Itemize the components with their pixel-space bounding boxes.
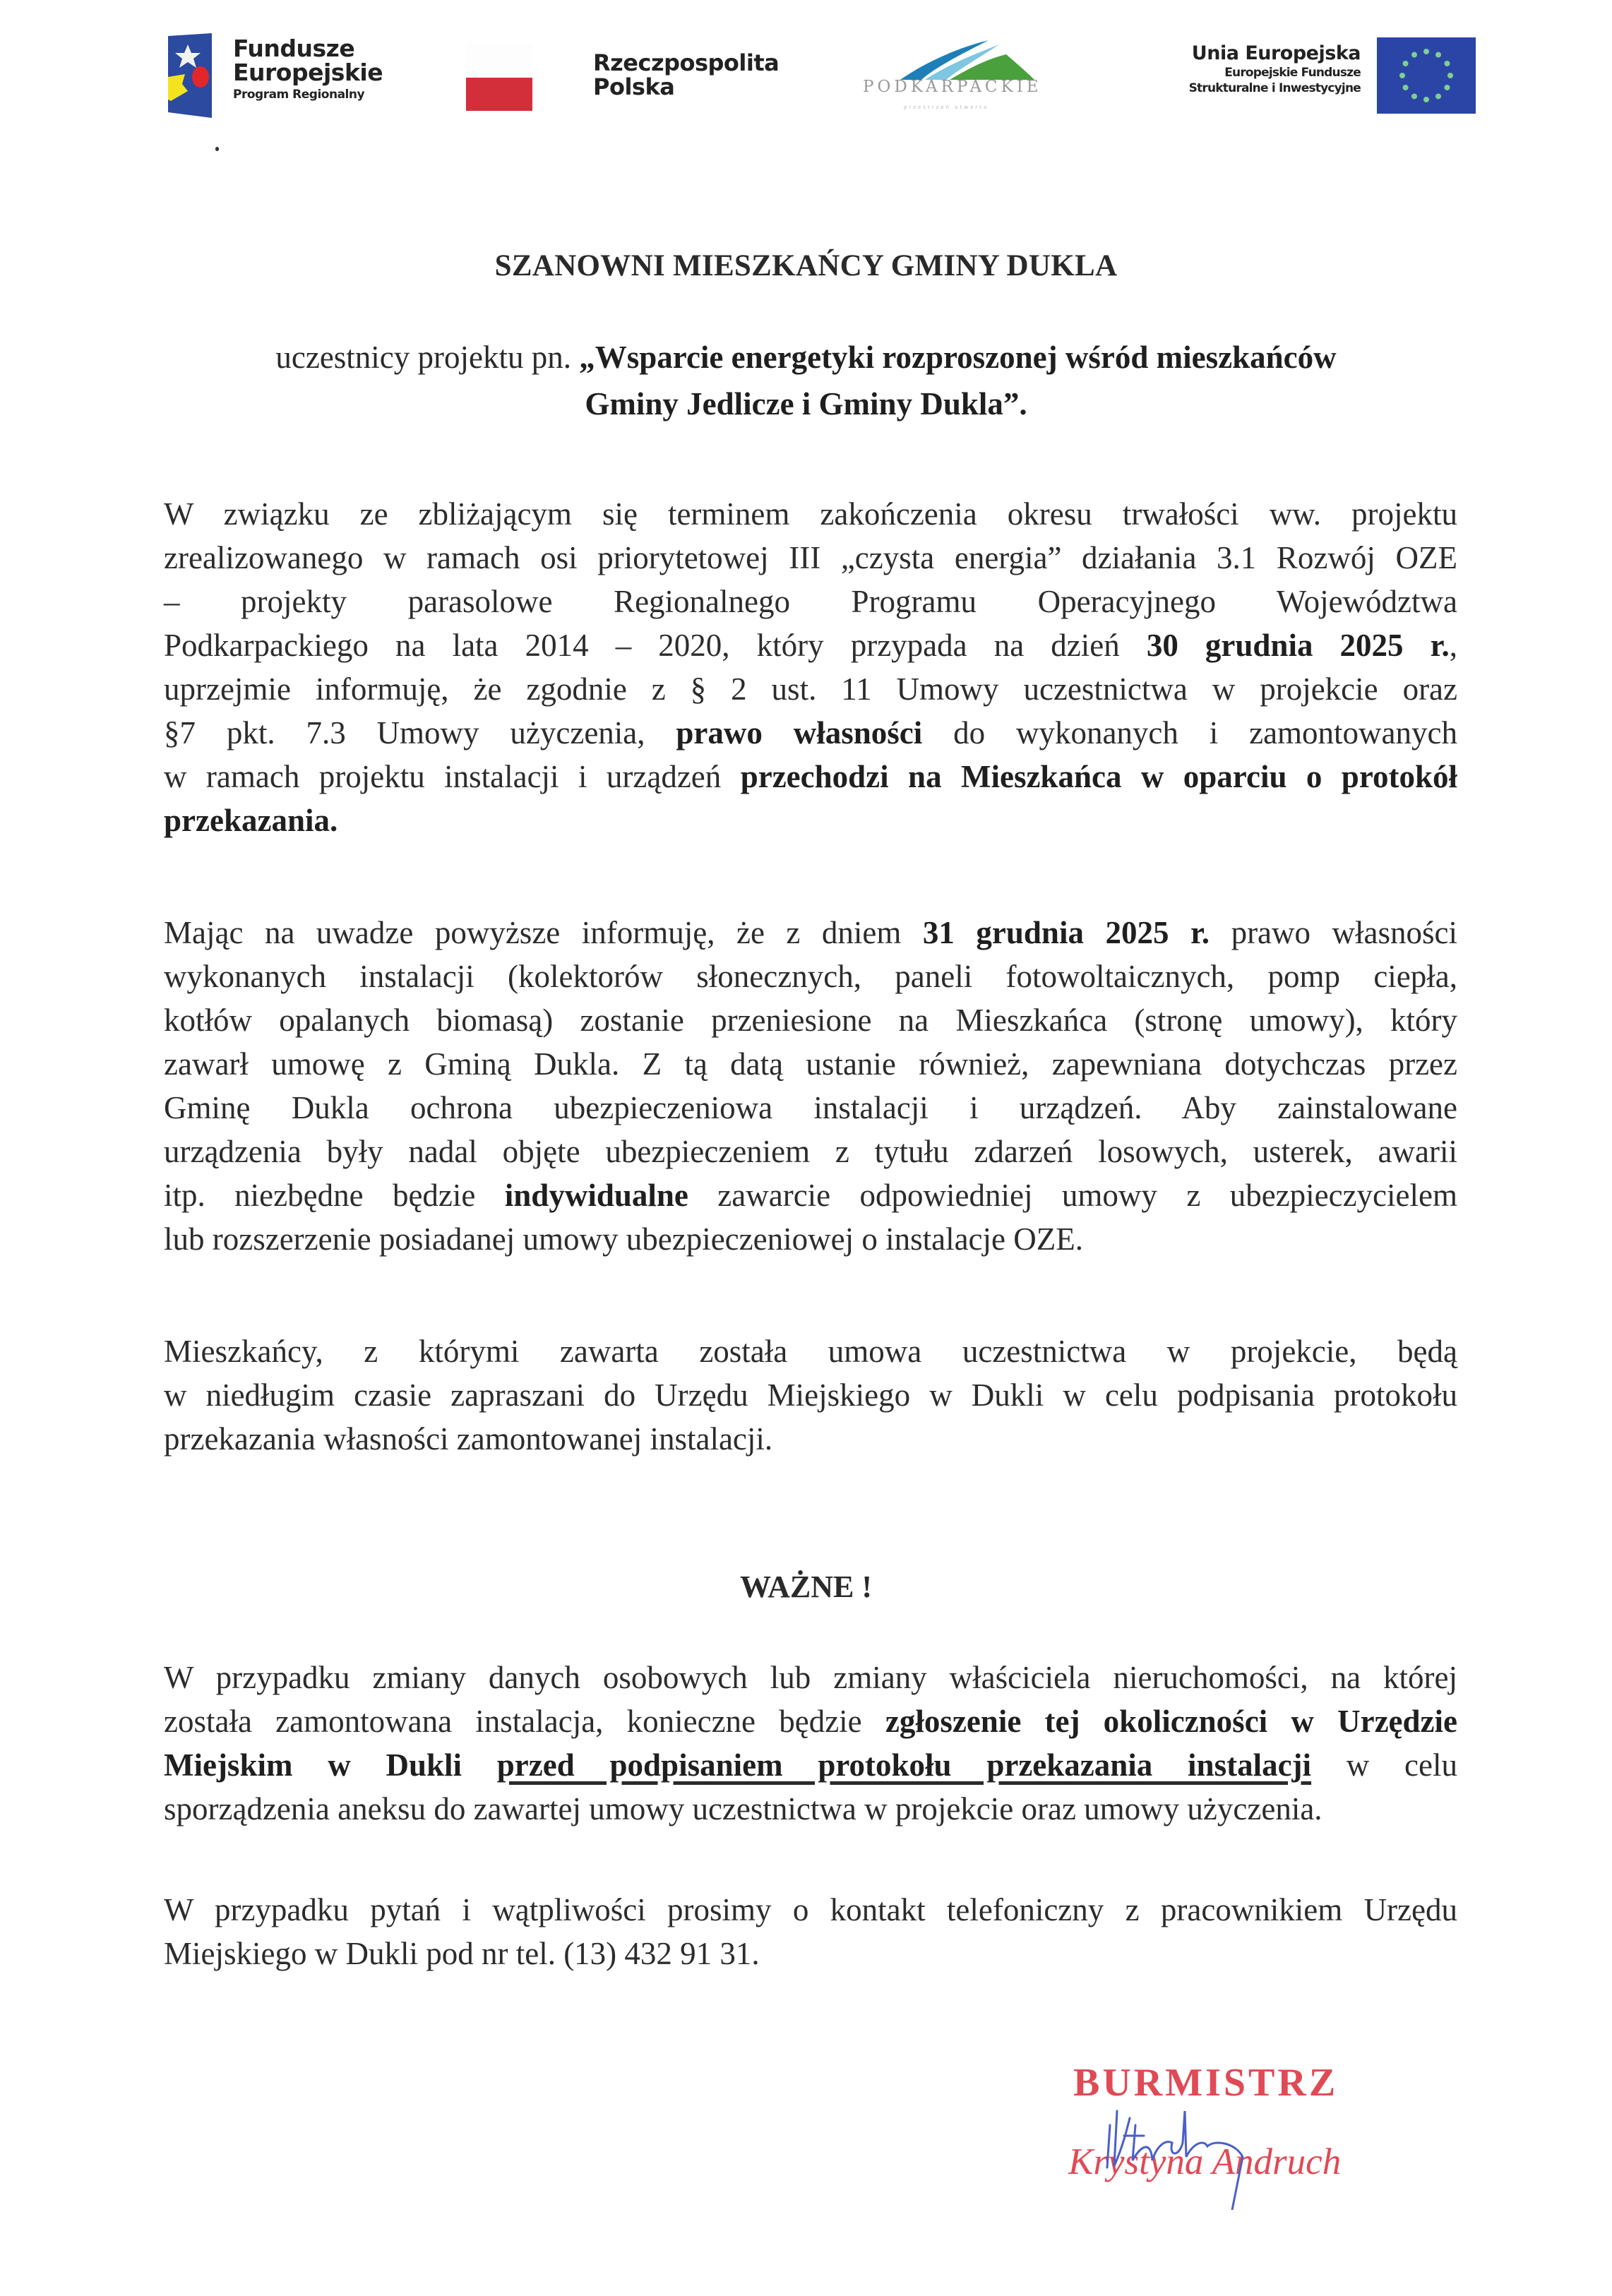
bold-text: Miejskim w Dukli (164, 1747, 497, 1783)
text-run: uprzejmie informuję, że zgodnie z § 2 ust. 11 Umowy uczestnictwa w projekcie oraz (164, 671, 1457, 707)
bold-text: prawo własności (676, 715, 923, 751)
eu-star (1435, 93, 1441, 99)
text-line (164, 536, 1457, 580)
text-line (164, 1888, 1457, 1932)
text-line (164, 1787, 1457, 1831)
text-run: zawarł umowę z Gminą Dukla. Z tą datą ustanie również, zapewniana dotychczas przez (164, 1046, 1457, 1082)
logo-text-line: Unia Europejska (1191, 42, 1361, 64)
text-run: sporządzenia aneksu do zawartej umowy uczestnictwa w projekcie oraz umowy użyczenia. (164, 1791, 1323, 1826)
text-run: itp. niezbędne będzie (164, 1178, 505, 1213)
important-heading: WAŻNE ! (739, 1569, 873, 1604)
text-run: Miejskiego w Dukli pod nr tel. (13) 432 91 31. (164, 1936, 760, 1971)
text-run: lub rozszerzenie posiadanej umowy ubezpieczeniowej o instalacje OZE. (164, 1221, 1083, 1257)
paragraph-1 (164, 492, 1457, 842)
subtitle-bold: Gminy Jedlicze i Gminy Dukla”. (585, 386, 1027, 421)
text-run: Gminę Dukla ochrona ubezpieczeniowa instalacji i urządzeń. Aby zainstalowane (164, 1090, 1457, 1125)
handwritten-signature (1101, 2104, 1264, 2210)
eu-star (1403, 61, 1409, 66)
eu-star (1423, 49, 1429, 54)
paragraph-3 (164, 1329, 1457, 1461)
text-run: kotłów opalanych biomasą) zostanie przeniesione na Mieszkańca (stronę umowy), który (164, 1003, 1457, 1038)
eu-star (1399, 73, 1405, 78)
text-run: Mieszkańcy, z którymi zawarta została umowa uczestnictwa w projekcie, będą (164, 1334, 1457, 1369)
text-run: zawarcie odpowiedniej umowy z ubezpieczycielem (688, 1178, 1457, 1213)
subtitle-bold: „Wsparcie energetyki rozproszonej wśród mieszkańców (579, 340, 1337, 375)
text-line (164, 667, 1457, 711)
text-run: , (1449, 628, 1457, 663)
text-line (164, 911, 1457, 955)
text-line (164, 1932, 1457, 1975)
logo-text-line: Europejskie Fundusze (1224, 66, 1361, 80)
text-run: w celu (1311, 1747, 1457, 1783)
text-run: W przypadku zmiany danych osobowych lub zmiany właściciela nieruchomości, na której (164, 1660, 1457, 1695)
text-line (164, 623, 1457, 667)
project-name-line-2 (0, 385, 1612, 422)
text-run: przekazania własności zamontowanej instalacji. (164, 1421, 773, 1457)
text-line (164, 998, 1457, 1042)
text-line (164, 1086, 1457, 1130)
text-line (164, 1417, 1457, 1461)
text-run: Podkarpackiego na lata 2014 – 2020, który przypada na dzień (164, 628, 1147, 663)
text-line (164, 1042, 1457, 1086)
text-run: w niedługim czasie zapraszani do Urzędu Miejskiego w Dukli w celu podpisania protokołu (164, 1377, 1457, 1413)
eu-star (1435, 52, 1441, 58)
text-line (164, 1329, 1457, 1373)
eu-star (1411, 93, 1417, 99)
eu-star (1423, 97, 1429, 102)
bold-text: przechodzi na Mieszkańca w oparciu o protokół (740, 759, 1457, 794)
text-run: §7 pkt. 7.3 Umowy użyczenia, (164, 715, 676, 751)
logo-text-line: Europejskie (233, 59, 383, 86)
text-run: w ramach projektu instalacji i urządzeń (164, 759, 741, 794)
text-run: – projekty parasolowe Regionalnego Programu Operacyjnego Województwa (164, 584, 1457, 619)
project-name-line-1 (0, 339, 1612, 376)
logo-text-line: Polska (593, 73, 675, 100)
eu-funds-star-icon (164, 33, 215, 118)
logo-text-line: Rzeczpospolita (593, 49, 780, 76)
eu-star (1403, 85, 1409, 90)
text-line (164, 1699, 1457, 1743)
text-line (164, 1373, 1457, 1417)
polish-flag-icon (466, 44, 532, 111)
text-run: urządzenia były nadal objęte ubezpieczeniem z tytułu zdarzeń losowych, usterek, awarii (164, 1134, 1457, 1169)
text-line (164, 1173, 1457, 1217)
text-line (164, 1656, 1457, 1699)
eu-star (1447, 73, 1453, 78)
text-run: zrealizowanego w ramach osi priorytetowej III „czysta energia” działania 3.1 Rozwój OZE (164, 540, 1457, 575)
text-run: została zamontowana instalacja, konieczne będzie (164, 1704, 885, 1739)
eu-star (1444, 61, 1450, 66)
text-line (164, 1130, 1457, 1173)
paragraph-4 (164, 1656, 1457, 1831)
text-line (164, 755, 1457, 799)
underlined-bold-text: przed podpisaniem protokołu przekazania instalacji (496, 1747, 1312, 1783)
eu-flag-icon (1377, 37, 1476, 114)
bold-text: zgłoszenie tej okoliczności w Urzędzie (885, 1704, 1457, 1739)
mayor-stamp-title: BURMISTRZ (1073, 2061, 1339, 2105)
scan-dot (215, 147, 219, 151)
paragraph-5 (164, 1888, 1457, 1975)
logo-text-line: Program Regionalny (233, 88, 365, 102)
text-run: do wykonanych i zamontowanych (922, 715, 1457, 751)
text-run: wykonanych instalacji (kolektorów słonecznych, paneli fotowoltaicznych, pomp ciepła, (164, 959, 1457, 994)
fundusze-europejskie-logo-text (233, 37, 383, 104)
bold-text: 30 grudnia 2025 r. (1146, 628, 1450, 663)
podkarpackie-tagline: przestrzeń otwarta (904, 104, 989, 110)
text-run: W przypadku pytań i wątpliwości prosimy o kontakt telefoniczny z pracownikiem Urzędu (164, 1892, 1457, 1927)
text-line (164, 955, 1457, 998)
text-run: prawo własności (1210, 915, 1457, 950)
bold-text: 31 grudnia 2025 r. (922, 915, 1210, 950)
text-line (164, 799, 1457, 842)
subtitle-regular: uczestnicy projektu pn. (275, 340, 580, 375)
text-line (164, 1217, 1457, 1261)
rzeczpospolita-polska-logo-text (593, 51, 779, 99)
podkarpackie-mountain-icon (858, 39, 1034, 113)
unia-europejska-logo-text (1101, 42, 1361, 96)
text-run: W związku ze zbliżającym się terminem zakończenia okresu trwałości ww. projektu (164, 496, 1457, 532)
text-line (164, 580, 1457, 623)
mayor-stamp-name: Krystyna Andruch (1068, 2141, 1342, 2182)
bold-text: indywidualne (504, 1178, 688, 1213)
paragraph-2 (164, 911, 1457, 1261)
bold-text: przekazania. (164, 803, 338, 838)
logo-text-line: Strukturalne i Inwestycyjne (1188, 81, 1361, 95)
eu-star (1444, 85, 1450, 90)
text-run: Mając na uwadze powyższe informuję, że z dniem (164, 915, 923, 950)
text-line (164, 711, 1457, 755)
eu-star (1411, 52, 1417, 58)
text-line (164, 1743, 1457, 1787)
page-title: SZANOWNI MIESZKAŃCY GMINY DUKLA (494, 249, 1118, 282)
text-line (164, 492, 1457, 536)
podkarpackie-logo-text: PODKARPACKIE (863, 78, 1042, 96)
logo-text-line: Fundusze (233, 35, 355, 62)
